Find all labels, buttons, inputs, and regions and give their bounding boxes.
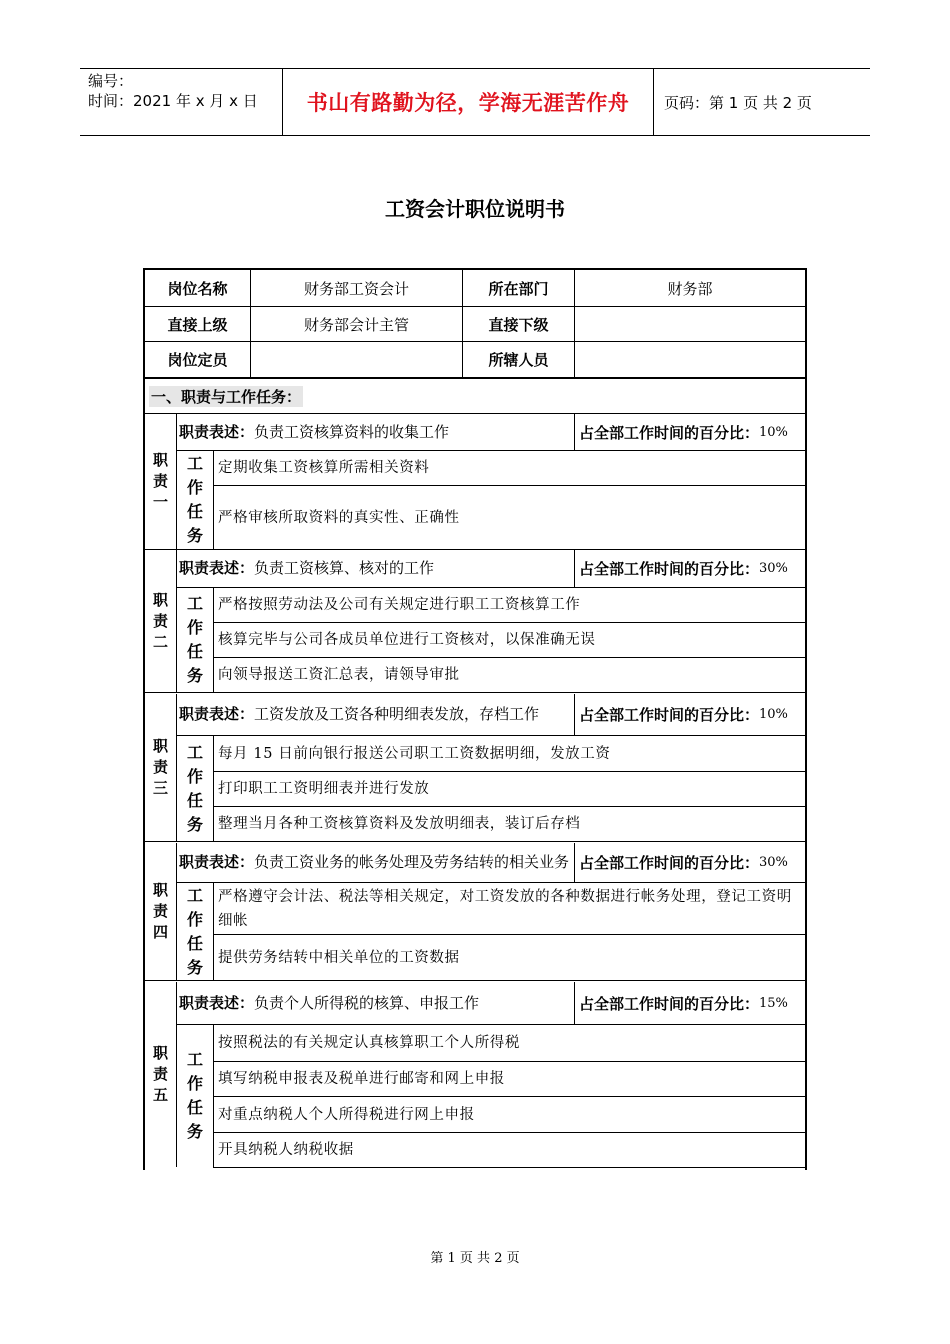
- subordinate-label: 直接下级: [488, 315, 549, 334]
- duty-2-description-text: 负责工资核算、核对的工作: [254, 559, 435, 577]
- duty-2-task-3: 向领导报送工资汇总表，请领导审批: [218, 667, 460, 683]
- duty-5-task-2: 填写纳税申报表及税单进行邮寄和网上申报: [218, 1071, 505, 1087]
- duty-3-percent-value: 10%: [759, 707, 788, 722]
- duty-5-percent-prefix: 占全部工作时间的百分比：: [579, 994, 760, 1013]
- duty-3-label: 职 责 三: [152, 737, 168, 797]
- duty-2-percent: [575, 550, 805, 587]
- duty-4-task-2: 提供劳务结转中相关单位的工资数据: [218, 949, 460, 966]
- superior-label: 直接上级: [167, 315, 228, 334]
- duty-5-task-3: 对重点纳税人个人所得税进行网上申报: [218, 1106, 475, 1123]
- duty-3-percent: [575, 694, 805, 735]
- duty-2-percent-value: 30%: [759, 561, 788, 576]
- department-value: 财务部: [667, 279, 713, 298]
- duty-3-description-prefix: 职责表述：: [179, 705, 255, 723]
- page-header: [80, 68, 870, 136]
- duty-3-task-1: 每月 15 日前向银行报送公司职工工资数据明细，发放工资: [218, 745, 611, 762]
- duty-4-description-prefix: 职责表述：: [179, 853, 255, 871]
- document-title: 工资会计职位说明书: [385, 197, 565, 221]
- duty-3-task-label: 工 作 任 务: [186, 742, 203, 834]
- duty-2-label: 职 责 二: [152, 590, 168, 651]
- duty-4-percent: [575, 843, 805, 882]
- duty-4-description: [177, 843, 574, 882]
- duty-1-description-text: 负责工资核算资料的收集工作: [254, 422, 450, 441]
- duty-1-description-prefix: 职责表述：: [179, 422, 255, 441]
- duty-5-task-1: 按照税法的有关规定认真核算职工个人所得税: [218, 1035, 520, 1051]
- duty-5-description: [177, 982, 574, 1024]
- duty-1-task-label: 工 作 任 务: [186, 454, 203, 545]
- duty-1-description: [177, 414, 574, 450]
- managed-staff-label: 所辖人员: [488, 351, 549, 369]
- subordinate-value: [575, 307, 805, 341]
- duty-5-task-4: 开具纳税人纳税收据: [218, 1142, 354, 1158]
- position-name-label: 岗位名称: [167, 279, 228, 298]
- duty-2-percent-prefix: 占全部工作时间的百分比：: [579, 560, 760, 578]
- section-title-text: 一、职责与工作任务：: [151, 387, 302, 406]
- duty-4-task-label: 工 作 任 务: [186, 885, 203, 977]
- duty-2-task-1: 严格按照劳动法及公司有关规定进行职工工资核算工作: [218, 597, 581, 613]
- superior-value: 财务部会计主管: [303, 315, 409, 334]
- duty-2-task-2: 核算完毕与公司各成员单位进行工资核对，以保准确无误: [218, 632, 596, 648]
- duty-5-label: 职 责 五: [152, 1044, 168, 1104]
- section-title: [145, 379, 805, 413]
- duty-1-task-2: 严格审核所取资料的真实性、正确性: [218, 509, 460, 526]
- duty-5-percent: [575, 982, 805, 1024]
- document-time-label: 时间：2021 年 x 月 x 日: [88, 92, 258, 110]
- duty-2-description: [177, 550, 574, 587]
- duty-2-description-prefix: 职责表述：: [179, 559, 255, 577]
- duty-4-percent-value: 30%: [759, 855, 788, 870]
- duty-5-task-label: 工 作 任 务: [186, 1050, 203, 1141]
- duty-3-task-3: 整理当月各种工资核算资料及发放明细表，装订后存档: [218, 816, 581, 832]
- page-footer: 第 1 页 共 2 页: [430, 1251, 520, 1266]
- duty-4-label: 职 责 四: [152, 881, 168, 941]
- headcount-label: 岗位定员: [167, 351, 228, 369]
- managed-staff-value: [575, 342, 805, 377]
- duty-3-description: [177, 694, 574, 735]
- header-page-number: 页码：第 1 页 共 2 页: [664, 93, 812, 112]
- department-label: 所在部门: [488, 279, 549, 298]
- duty-3-task-2: 打印职工工资明细表并进行发放: [218, 781, 430, 797]
- duty-5-percent-value: 15%: [759, 995, 788, 1011]
- position-name-value: 财务部工资会计: [303, 279, 409, 298]
- duty-1-percent: [575, 414, 805, 450]
- duty-4-task-1: 严格遵守会计法、税法等相关规定，对工资发放的各种数据进行帐务处理，登记工资明细帐: [218, 888, 792, 929]
- duty-3-percent-prefix: 占全部工作时间的百分比：: [579, 706, 760, 724]
- duty-1-percent-prefix: 占全部工作时间的百分比：: [579, 423, 760, 442]
- duty-3-description-text: 工资发放及工资各种明细表发放，存档工作: [254, 705, 540, 723]
- duty-5-description-text: 负责个人所得税的核算、申报工作: [254, 993, 480, 1012]
- headcount-value: [251, 342, 462, 377]
- duty-5-description-prefix: 职责表述：: [179, 993, 255, 1012]
- duty-2-task-label: 工 作 任 务: [186, 594, 203, 685]
- duty-1-percent-value: 10%: [759, 424, 788, 440]
- header-motto: 书山有路勤为径，学海无涯苦作舟: [282, 69, 654, 135]
- duty-1-label: 职 责 一: [152, 451, 168, 511]
- duty-4-percent-prefix: 占全部工作时间的百分比：: [579, 854, 760, 872]
- duty-1-task-1: 定期收集工资核算所需相关资料: [218, 460, 430, 476]
- job-description-table: [143, 268, 807, 1170]
- duty-4-description-text: 负责工资业务的帐务处理及劳务结转的相关业务: [254, 853, 570, 871]
- header-left: [88, 71, 258, 111]
- document-number-label: 编号：: [88, 72, 134, 90]
